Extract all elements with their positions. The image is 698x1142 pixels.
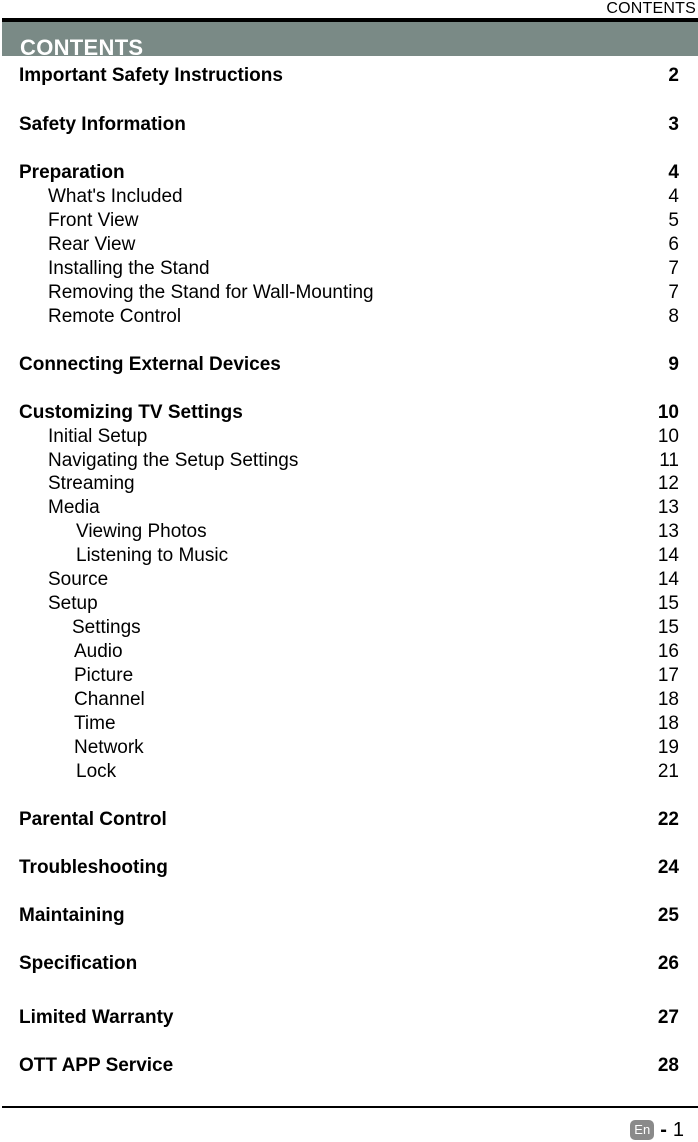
footer-separator: - <box>660 1118 667 1141</box>
toc-entry[interactable] <box>0 808 698 832</box>
toc-entry[interactable] <box>0 904 698 928</box>
toc-entry-label: Picture <box>74 665 134 686</box>
toc-entry-label: Source <box>48 569 109 590</box>
toc-entry-label: Channel <box>74 689 145 710</box>
toc-entry[interactable] <box>0 520 698 544</box>
toc-entry-page: 4 <box>668 162 679 183</box>
toc-entry-page: 18 <box>657 713 679 734</box>
toc-entry[interactable] <box>0 113 698 137</box>
toc-entry[interactable] <box>0 688 698 712</box>
toc-entry[interactable] <box>0 449 698 473</box>
toc-entry[interactable] <box>0 568 698 592</box>
toc-entry-label: Rear View <box>48 234 136 255</box>
toc-entry-label: Safety Information <box>19 114 186 135</box>
toc-entry-label: Parental Control <box>19 809 167 830</box>
toc-entry-label: Installing the Stand <box>48 258 210 279</box>
toc-entry[interactable] <box>0 592 698 616</box>
toc-entry-page: 17 <box>657 665 679 686</box>
toc-entry[interactable] <box>0 1054 698 1078</box>
toc-entry[interactable] <box>0 544 698 568</box>
toc-entry-page: 11 <box>659 450 679 471</box>
toc-entry-label: Customizing TV Settings <box>19 402 243 423</box>
toc-entry[interactable] <box>0 161 698 185</box>
toc-entry-label: Lock <box>76 761 117 782</box>
toc-entry[interactable] <box>0 185 698 209</box>
toc-entry-label: Media <box>48 497 100 518</box>
toc-entry-page: 19 <box>657 737 679 758</box>
toc-entry[interactable] <box>0 281 698 305</box>
toc-entry-label: Time <box>74 713 116 734</box>
toc-entry-page: 21 <box>657 761 679 782</box>
bottom-rule <box>2 1106 698 1108</box>
toc-entry-page: 4 <box>668 186 679 207</box>
toc-entry-page: 14 <box>657 569 679 590</box>
toc-entry-page: 10 <box>657 426 679 447</box>
toc-entry-page: 5 <box>668 210 679 231</box>
toc-entry[interactable] <box>0 425 698 449</box>
toc-entry-page: 8 <box>668 306 679 327</box>
toc-entry[interactable] <box>0 472 698 496</box>
page-number: 1 <box>672 1118 684 1141</box>
toc-entry-label: Listening to Music <box>76 545 229 566</box>
toc-entry-label: Maintaining <box>19 905 125 926</box>
toc-entry-page: 12 <box>657 473 679 494</box>
toc-entry-page: 15 <box>657 617 679 638</box>
toc-entry-page: 7 <box>668 258 679 279</box>
toc-entry[interactable] <box>0 64 698 88</box>
toc-entry[interactable] <box>0 305 698 329</box>
toc-entry[interactable] <box>0 496 698 520</box>
toc-entry[interactable] <box>0 952 698 976</box>
toc-entry-page: 10 <box>657 402 679 423</box>
toc-entry-label: Streaming <box>48 473 135 494</box>
toc-entry-page: 7 <box>668 282 679 303</box>
toc-entry[interactable] <box>0 664 698 688</box>
toc-entry-page: 3 <box>668 114 679 135</box>
toc-entry-page: 26 <box>657 953 679 974</box>
toc-entry-label: Settings <box>72 617 141 638</box>
toc-entry-label: Initial Setup <box>48 426 148 447</box>
toc-entry-label: Remote Control <box>48 306 182 327</box>
toc-entry-label: Front View <box>48 210 139 231</box>
toc-entry-page: 14 <box>657 545 679 566</box>
toc-entry-label: OTT APP Service <box>19 1055 174 1076</box>
toc-entry-label: Network <box>74 737 144 758</box>
toc-entry-page: 28 <box>657 1055 679 1076</box>
toc-entry[interactable] <box>0 616 698 640</box>
toc-entry[interactable] <box>0 760 698 784</box>
toc-entry[interactable] <box>0 856 698 880</box>
toc-entry-page: 6 <box>668 234 679 255</box>
toc-entry-label: Viewing Photos <box>76 521 207 542</box>
toc-entry[interactable] <box>0 209 698 233</box>
toc-entry-label: Specification <box>19 953 138 974</box>
toc-entry-page: 2 <box>668 65 679 86</box>
toc-entry[interactable] <box>0 353 698 377</box>
toc-entry-page: 18 <box>657 689 679 710</box>
toc-entry-page: 16 <box>657 641 679 662</box>
toc-entry-page: 22 <box>657 809 679 830</box>
toc-entry[interactable] <box>0 257 698 281</box>
toc-entry-page: 27 <box>657 1007 679 1028</box>
page-title: CONTENTS <box>20 35 144 56</box>
toc-entry[interactable] <box>0 640 698 664</box>
toc-entry[interactable] <box>0 1006 698 1030</box>
toc-entry-page: 13 <box>657 497 679 518</box>
toc-entry-label: Preparation <box>19 162 125 183</box>
toc-entry-page: 25 <box>657 905 679 926</box>
toc-entry-label: Navigating the Setup Settings <box>48 450 299 471</box>
toc-entry-label: Audio <box>74 641 123 662</box>
running-header: CONTENTS <box>606 0 696 17</box>
toc-entry[interactable] <box>0 401 698 425</box>
toc-entry-label: Important Safety Instructions <box>19 65 283 86</box>
toc-entry[interactable] <box>0 736 698 760</box>
page-footer <box>630 1118 684 1142</box>
toc-entry-page: 13 <box>657 521 679 542</box>
toc-entry[interactable] <box>0 233 698 257</box>
title-band <box>2 22 698 56</box>
toc-entry-label: What's Included <box>48 186 183 207</box>
toc-entry-label: Limited Warranty <box>19 1007 174 1028</box>
toc-entry-label: Setup <box>48 593 98 614</box>
language-badge: En <box>630 1120 654 1140</box>
toc-entry-page: 24 <box>657 857 679 878</box>
toc-entry-label: Troubleshooting <box>19 857 168 878</box>
toc-entry-page: 9 <box>668 354 679 375</box>
toc-entry-label: Connecting External Devices <box>19 354 281 375</box>
toc-entry[interactable] <box>0 712 698 736</box>
toc-entry-page: 15 <box>657 593 679 614</box>
toc-entry-label: Removing the Stand for Wall-Mounting <box>48 282 374 303</box>
